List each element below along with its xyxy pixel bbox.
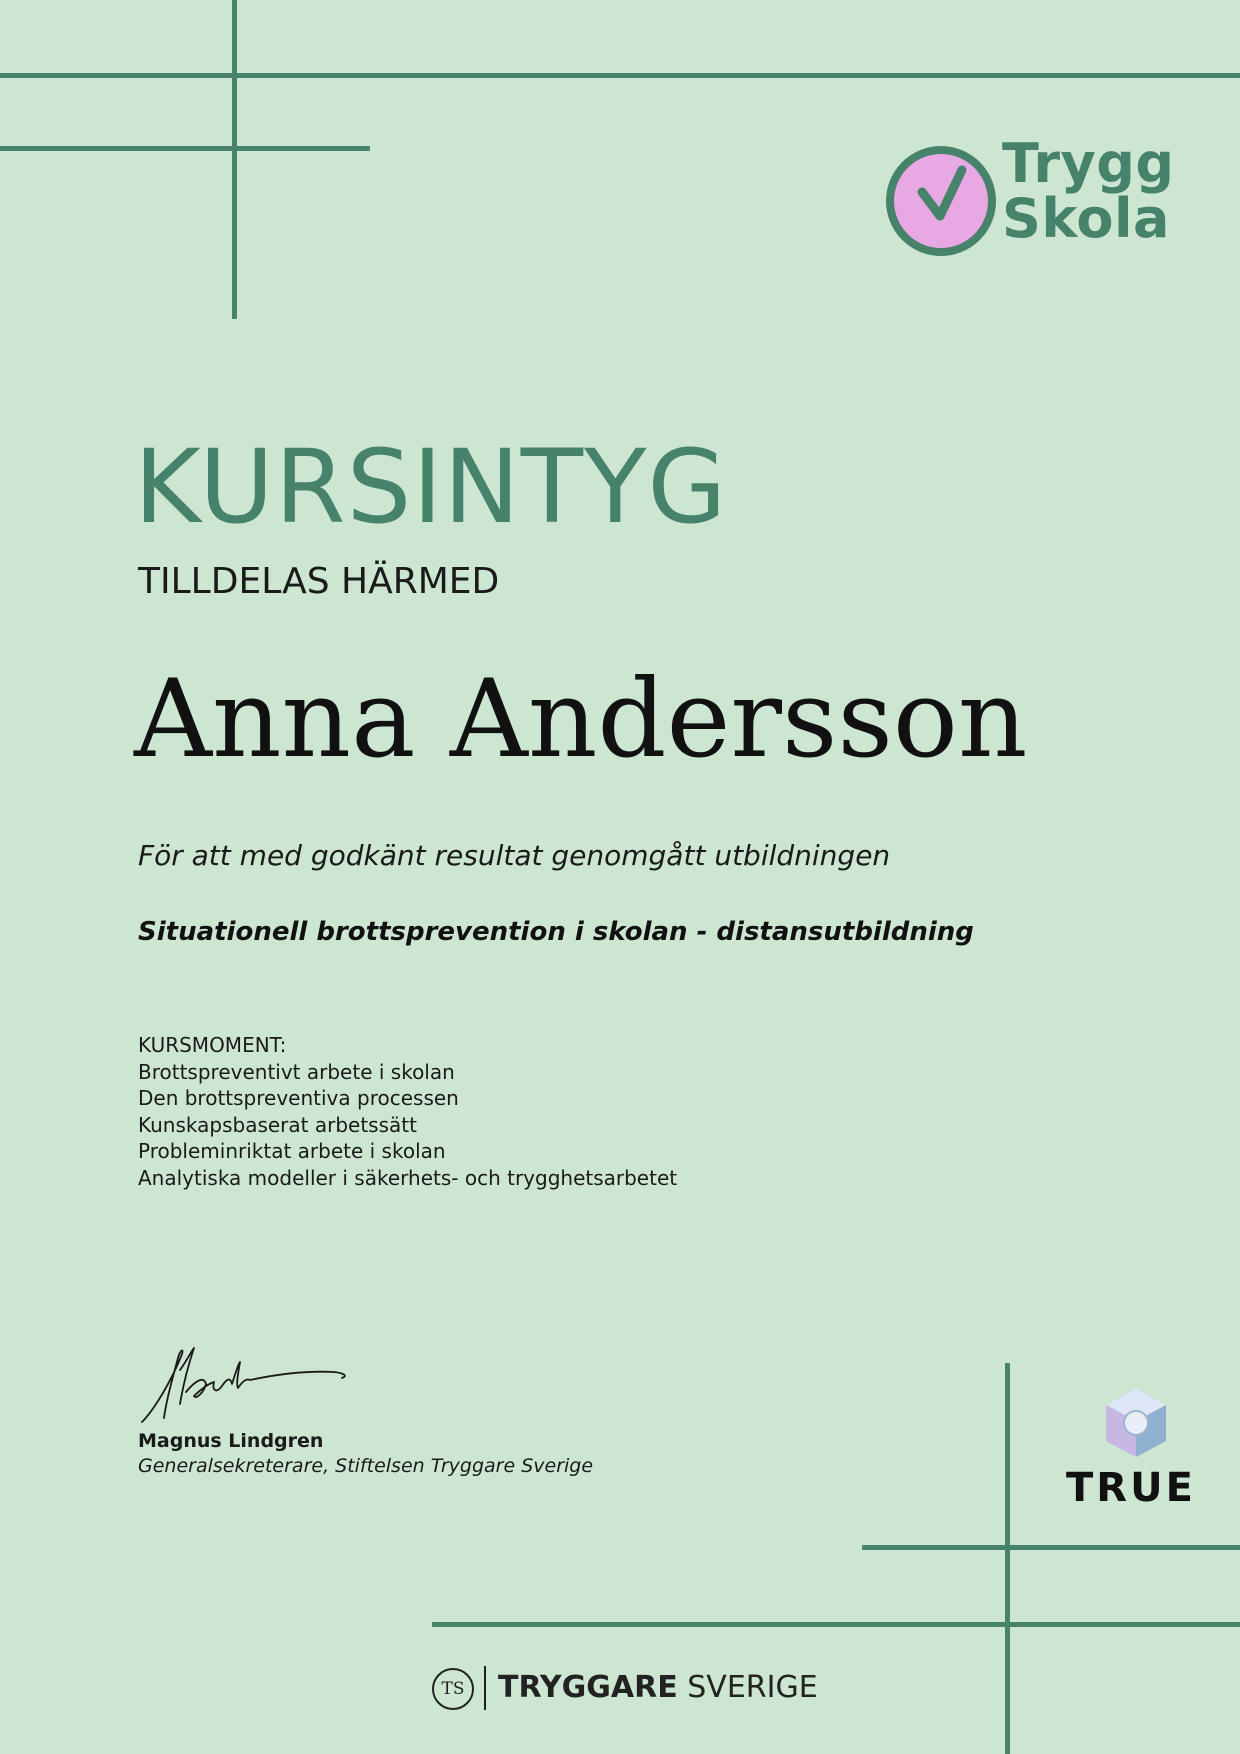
logo-divider <box>484 1666 486 1710</box>
certificate-subtitle: TILLDELAS HÄRMED <box>138 561 500 602</box>
wordmark-tryggare: TRYGGARE <box>498 1670 678 1705</box>
moment-item: Kunskapsbaserat arbetssätt <box>138 1112 417 1137</box>
ts-monogram: TS <box>432 1668 474 1710</box>
true-logo <box>1060 1385 1196 1511</box>
moments-heading: KURSMOMENT: <box>138 1033 287 1057</box>
wordmark-sverige: SVERIGE <box>687 1670 818 1705</box>
trygg-skola-logo <box>882 132 1182 260</box>
recipient-name: Anna Andersson <box>134 657 1028 782</box>
signatory-name: Magnus Lindgren <box>138 1430 324 1452</box>
logo-line-2: Skola <box>1002 187 1170 250</box>
certificate-title: KURSINTYG <box>134 428 728 547</box>
true-wordmark: TRUE <box>1066 1465 1196 1511</box>
bottom-long-rule <box>432 1622 1240 1627</box>
tryggare-sverige-logo <box>432 1664 818 1714</box>
bottom-vertical-rule <box>1005 1363 1010 1754</box>
tryggare-sverige-wordmark <box>498 1668 818 1708</box>
bottom-short-rule <box>862 1545 1240 1550</box>
moment-item: Analytiska modeller i säkerhets- och trygghetsarbetet <box>138 1165 678 1190</box>
hexagon-cube-icon <box>1096 1385 1176 1465</box>
signatory-role: Generalsekreterare, Stiftelsen Tryggare Sverige <box>138 1455 594 1477</box>
moment-item: Den brottspreventiva processen <box>138 1086 459 1110</box>
completion-statement: För att med godkänt resultat genomgått utbildningen <box>138 839 891 872</box>
top-short-rule <box>0 146 370 151</box>
checkmark-circle-icon <box>886 146 996 256</box>
moment-item: Probleminriktat arbete i skolan <box>138 1139 446 1163</box>
handwritten-signature <box>134 1340 354 1430</box>
course-name: Situationell brottsprevention i skolan - distansutbildning <box>138 917 974 947</box>
course-moments <box>138 1032 677 1191</box>
trygg-skola-wordmark <box>1002 132 1175 250</box>
logo-line-1: Trygg <box>1002 132 1175 195</box>
top-vertical-rule <box>232 0 237 319</box>
top-long-rule <box>0 73 1240 78</box>
moment-item: Brottspreventivt arbete i skolan <box>138 1059 455 1084</box>
